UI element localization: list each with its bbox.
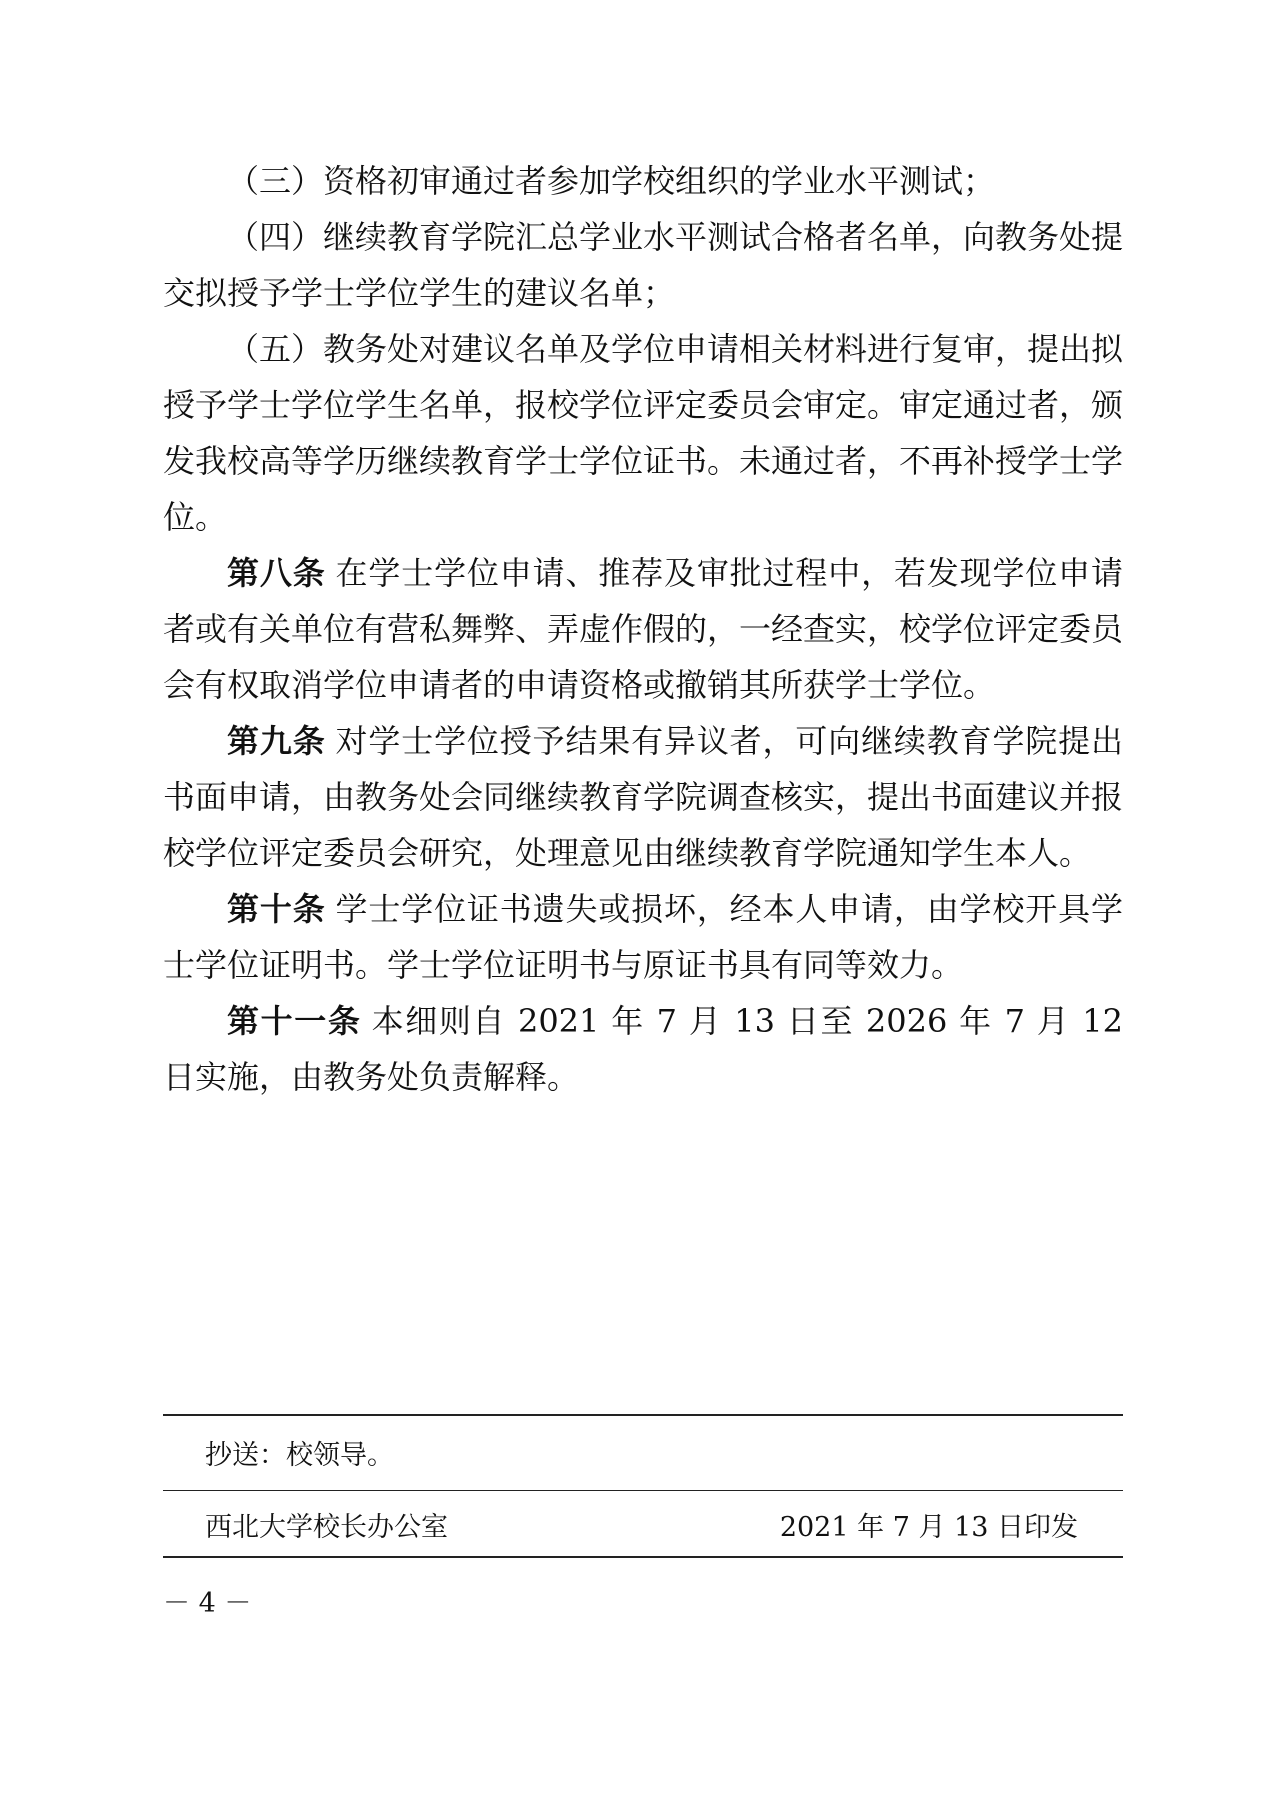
article-heading: 第九条 — [227, 722, 326, 760]
article-text: 对学士学位授予结果有异议者，可向继续教育学院提出书面申请，由教务处会同继续教育学院调查核实，提出书面建议并报校学位评定委员会研究，处理意见由继续教育学院通知学生本人。 — [163, 722, 1124, 872]
footer-top-divider — [163, 1414, 1123, 1416]
article-11 — [163, 993, 1123, 1105]
article-10 — [163, 881, 1123, 993]
footer-bottom-divider — [163, 1556, 1123, 1558]
issuer-name: 西北大学校长办公室 — [205, 1512, 448, 1543]
article-heading: 第十条 — [227, 890, 326, 928]
paragraph-item-4 — [163, 209, 1123, 321]
footer-middle-divider — [163, 1490, 1123, 1491]
article-8 — [163, 545, 1123, 713]
article-9 — [163, 713, 1123, 881]
paragraph-text: （五）教务处对建议名单及学位申请相关材料进行复审，提出拟授予学士学位学生名单，报校学位评定委员会审定。审定通过者，颁发我校高等学历继续教育学士学位证书。未通过者，不再补授学士学位。 — [163, 330, 1124, 536]
issue-date: 2021 年 7 月 13 日印发 — [779, 1512, 1078, 1543]
paragraph-text: （三）资格初审通过者参加学校组织的学业水平测试； — [227, 162, 996, 200]
article-text: 在学士学位申请、推荐及审批过程中，若发现学位申请者或有关单位有营私舞弊、弄虚作假的，一经查实，校学位评定委员会有权取消学位申请者的申请资格或撤销其所获学士学位。 — [163, 554, 1124, 704]
paragraph-item-5 — [163, 321, 1123, 545]
cc-line: 抄送：校领导。 — [205, 1440, 394, 1471]
paragraph-text: （四）继续教育学院汇总学业水平测试合格者名单，向教务处提交拟授予学士学位学生的建议名单； — [163, 218, 1124, 312]
document-body — [163, 153, 1123, 1105]
article-heading: 第八条 — [227, 554, 326, 592]
article-text: 学士学位证书遗失或损坏，经本人申请，由学校开具学士学位证明书。学士学位证明书与原证书具有同等效力。 — [163, 890, 1123, 984]
page-number: － 4 － — [163, 1588, 252, 1619]
article-heading: 第十一条 — [227, 1002, 362, 1040]
paragraph-item-3 — [163, 153, 1123, 209]
article-text: 本细则自 2021 年 7 月 13 日至 2026 年 7 月 12 日实施，由教务处负责解释。 — [163, 1002, 1123, 1096]
